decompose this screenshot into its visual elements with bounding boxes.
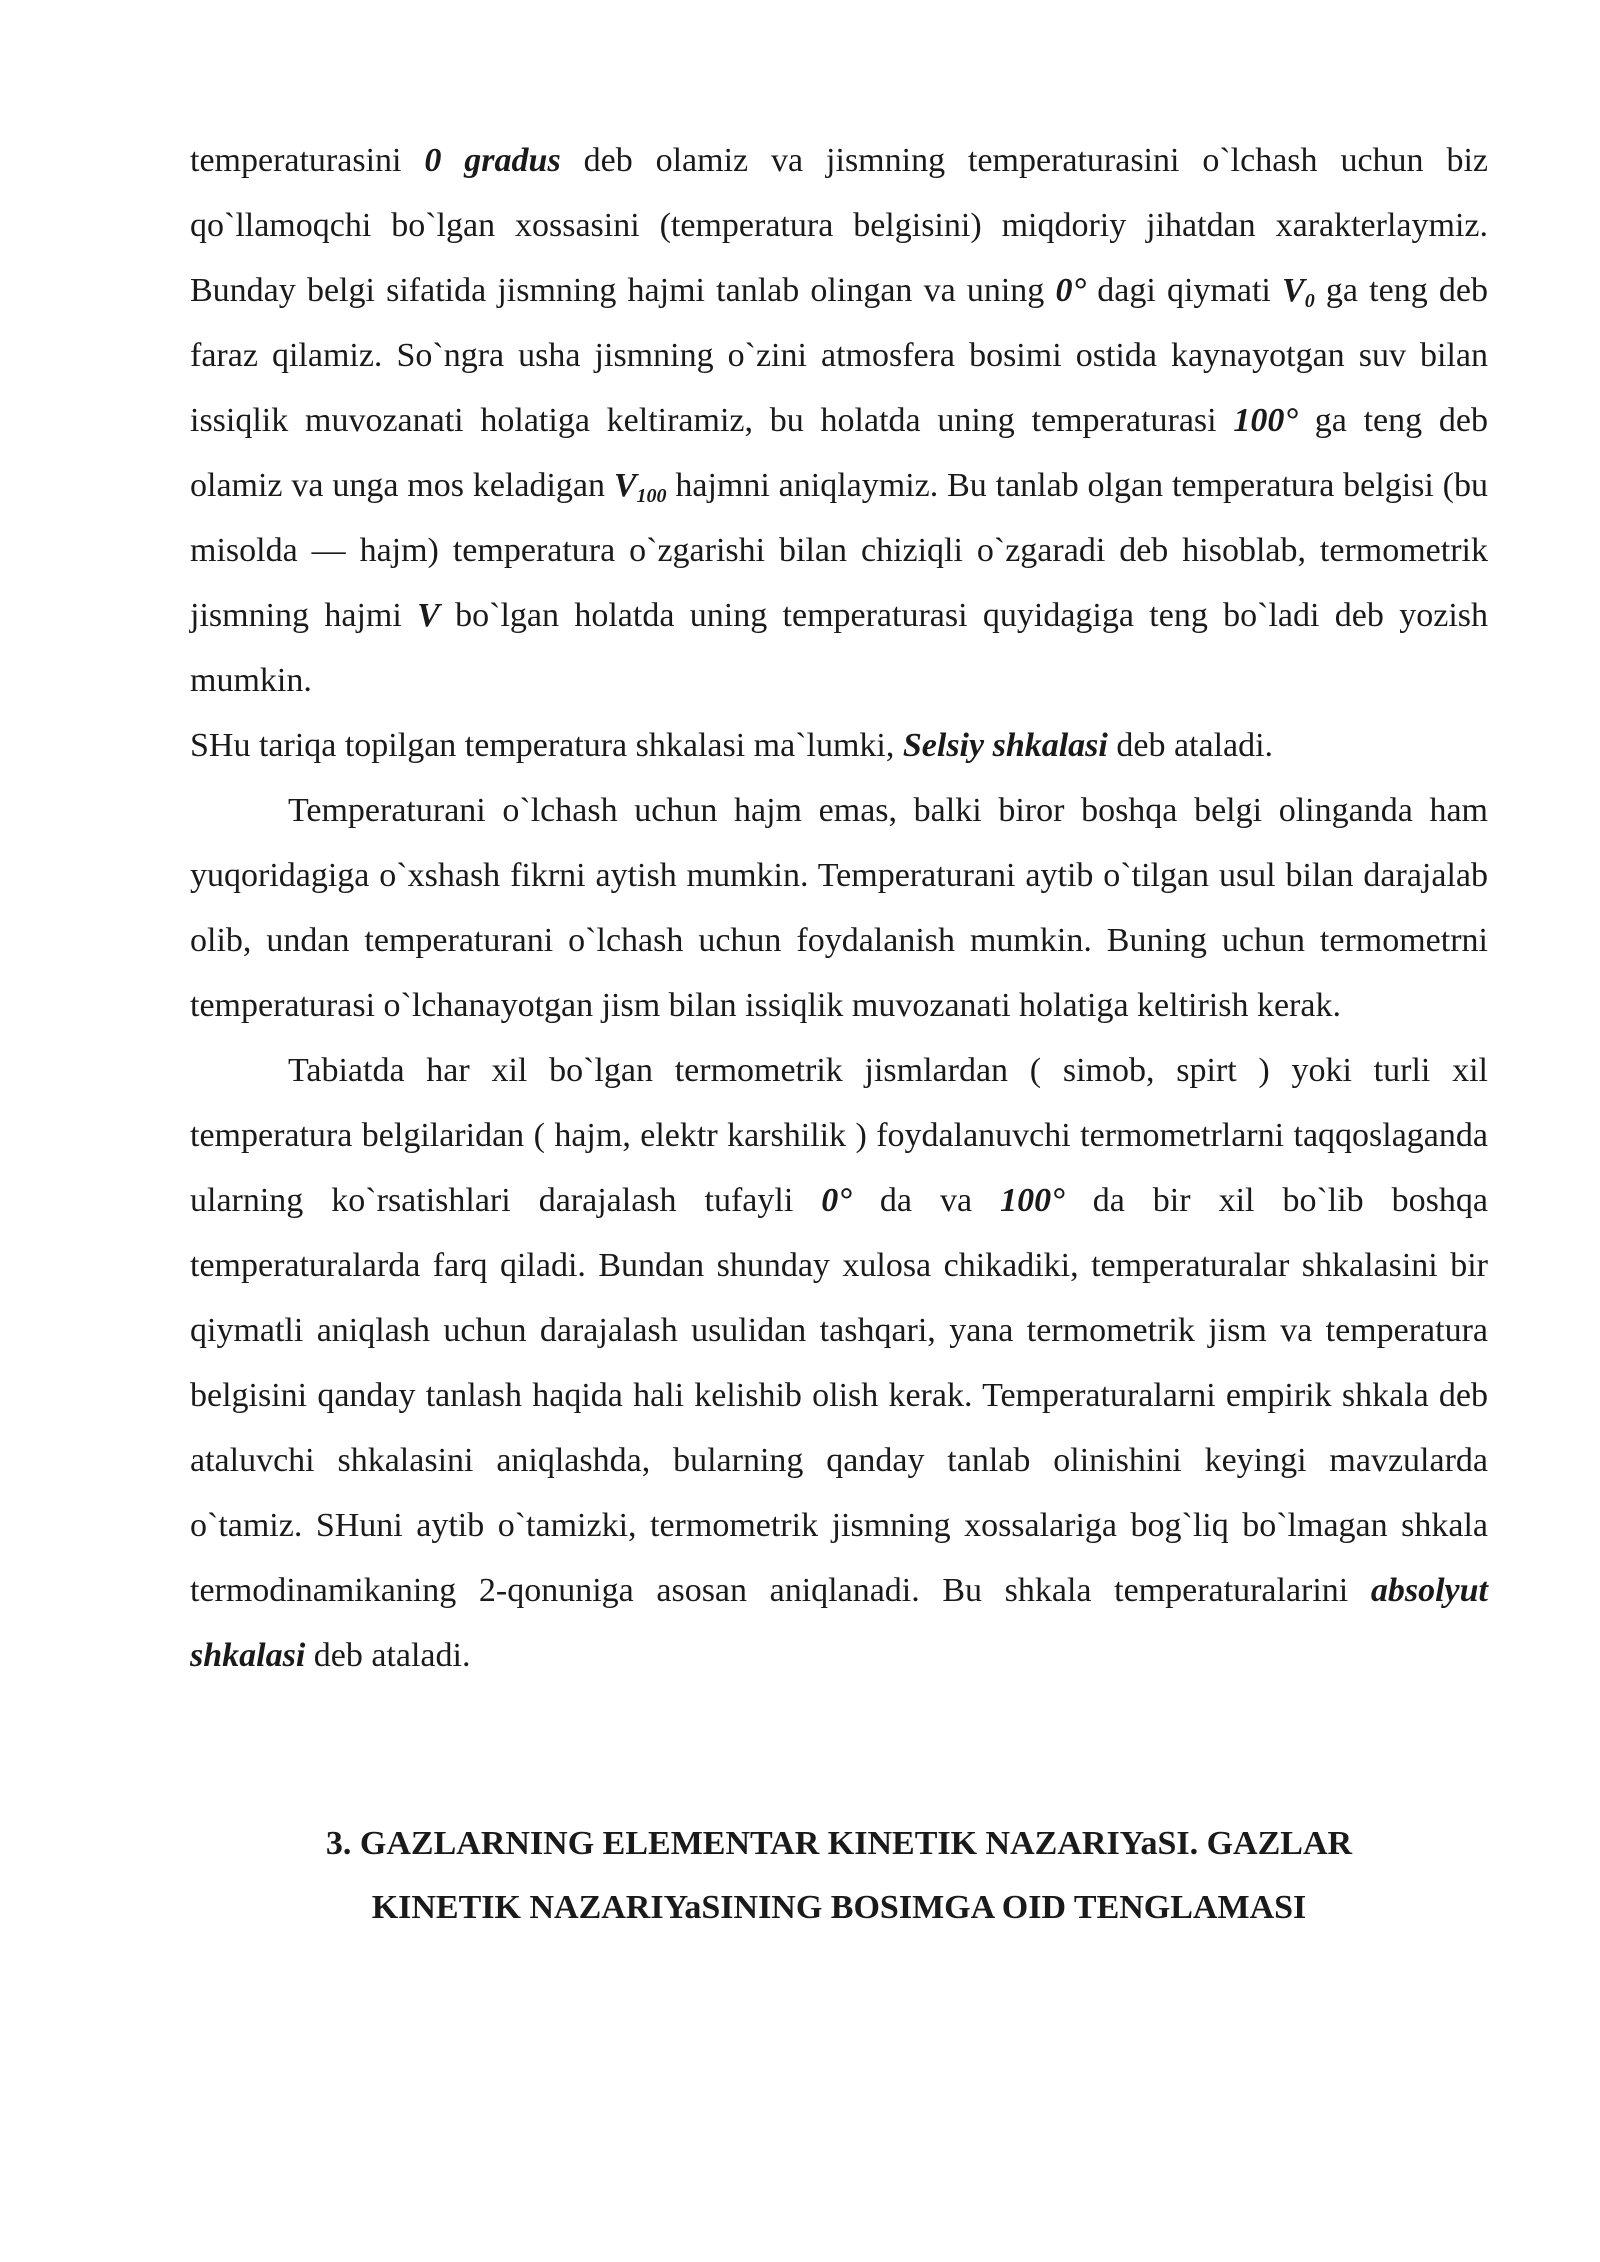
- text-run: da va: [851, 1182, 1001, 1219]
- paragraph-3: Temperaturani o`lchash uchun hajm emas, balki biror boshqa belgi olinganda ham yuqoridagiga o`xshash fikrni aytish mumkin. Temperaturani aytib o`tilgan usul bilan darajalab olib, undan temperaturani o`lchash uchun foydalanish mumkin. Buning uchun termometrni temperaturasi o`lchanayotgan jism bilan issiqlik muvozanati holatiga keltirish kerak.: [190, 792, 1488, 1024]
- symbol-v: V: [417, 597, 440, 634]
- text-run: da bir xil bo`lib boshqa temperaturalarda farq qiladi. Bundan shunday xulosa chikadiki, temperaturalar shkalasini bir qiymatli aniqlash uchun darajalash usulidan tashqari, yana termometrik jism va temperatura belgisini qanday tanlash haqida hali kelishib olish kerak. Temperaturalarni empirik shkala deb ataluvchi shkalasini aniqlashda, bularning qanday tanlab olinishini keyingi mavzularda o`tamiz. SHuni aytib o`tamizki, termometrik jismning xossalariga bog`liq bo`lmagan shkala termodinamikaning 2-qonuniga asosan aniqlanadi. Bu shkala temperaturalarini: [190, 1182, 1489, 1609]
- text-run: Tabiatda har xil bo`lgan termometrik jismlardan ( simob, spirt ) yoki turli xil temperatura belgilaridan ( hajm, elektr karshilik ) foydalanuvchi termometrlarni taqqoslaganda ularning ko`rsatishlari darajalash tufayli: [190, 1052, 1488, 1219]
- term-selsiy-shkalasi: Selsiy shkalasi: [902, 727, 1108, 764]
- emphasis-zero-degrees: 0 gradus: [424, 142, 561, 179]
- symbol-letter: V: [613, 467, 637, 504]
- text-run: hajmni aniqlaymiz. Bu tanlab olgan temperatura belgisi (bu misolda — hajm) temperatura o`zgarishi bilan chiziqli o`zgaradi deb hisoblab, termometrik jismning hajmi: [190, 467, 1489, 634]
- emphasis-hundred-degrees: 100°: [1233, 402, 1298, 439]
- subscript: 0: [1304, 290, 1315, 312]
- subscript: 100: [636, 485, 667, 507]
- emphasis-zero-degree-symbol: 0°: [821, 1182, 852, 1219]
- text-run: deb ataladi.: [305, 1637, 471, 1674]
- text-run: deb ataladi.: [1107, 727, 1274, 764]
- paragraph-4: [190, 1038, 1488, 1688]
- text-run: bo`lgan holatda uning temperaturasi quyidagiga teng bo`ladi deb yozish mumkin.: [190, 597, 1488, 699]
- symbol-v100: [613, 467, 667, 507]
- section-heading: [190, 1812, 1488, 1940]
- text-run: ga teng deb faraz qilamiz. So`ngra usha jismning o`zini atmosfera bosimi ostida kaynayotgan suv bilan issiqlik muvozanati holatiga keltiramiz, bu holatda uning temperaturasi: [190, 272, 1488, 439]
- section-heading-line-2: KINETIK NAZARIYaSINING BOSIMGA OID TENGLAMASI: [371, 1889, 1307, 1926]
- text-run: SHu tariqa topilgan temperatura shkalasi ma`lumki,: [190, 727, 903, 764]
- paragraph-2: [190, 713, 1488, 778]
- emphasis-zero-degree-symbol: 0°: [1055, 272, 1087, 309]
- symbol-v0: [1282, 272, 1315, 312]
- section-heading-line-1: 3. GAZLARNING ELEMENTAR KINETIK NAZARIYaSI. GAZLAR: [325, 1825, 1353, 1862]
- text-run: dagi qiymati: [1086, 272, 1283, 309]
- document-body: [190, 128, 1488, 1688]
- emphasis-hundred-degrees: 100°: [1000, 1182, 1065, 1219]
- symbol-letter: V: [1282, 272, 1305, 309]
- text-run: deb olamiz va jismning temperaturasini o`lchash uchun biz qo`llamoqchi bo`lgan xossasini (temperatura belgisini) miqdoriy jihatdan xarakterlaymiz. Bunday belgi sifatida jismning hajmi tanlab olingan va uning: [190, 142, 1488, 309]
- paragraph-1: [190, 128, 1488, 713]
- text-run: temperaturasini: [190, 142, 425, 179]
- term-absolyut-shkalasi: absolyut shkalasi: [190, 1572, 1488, 1674]
- text-run: ga teng deb olamiz va unga mos keladigan: [190, 402, 1488, 504]
